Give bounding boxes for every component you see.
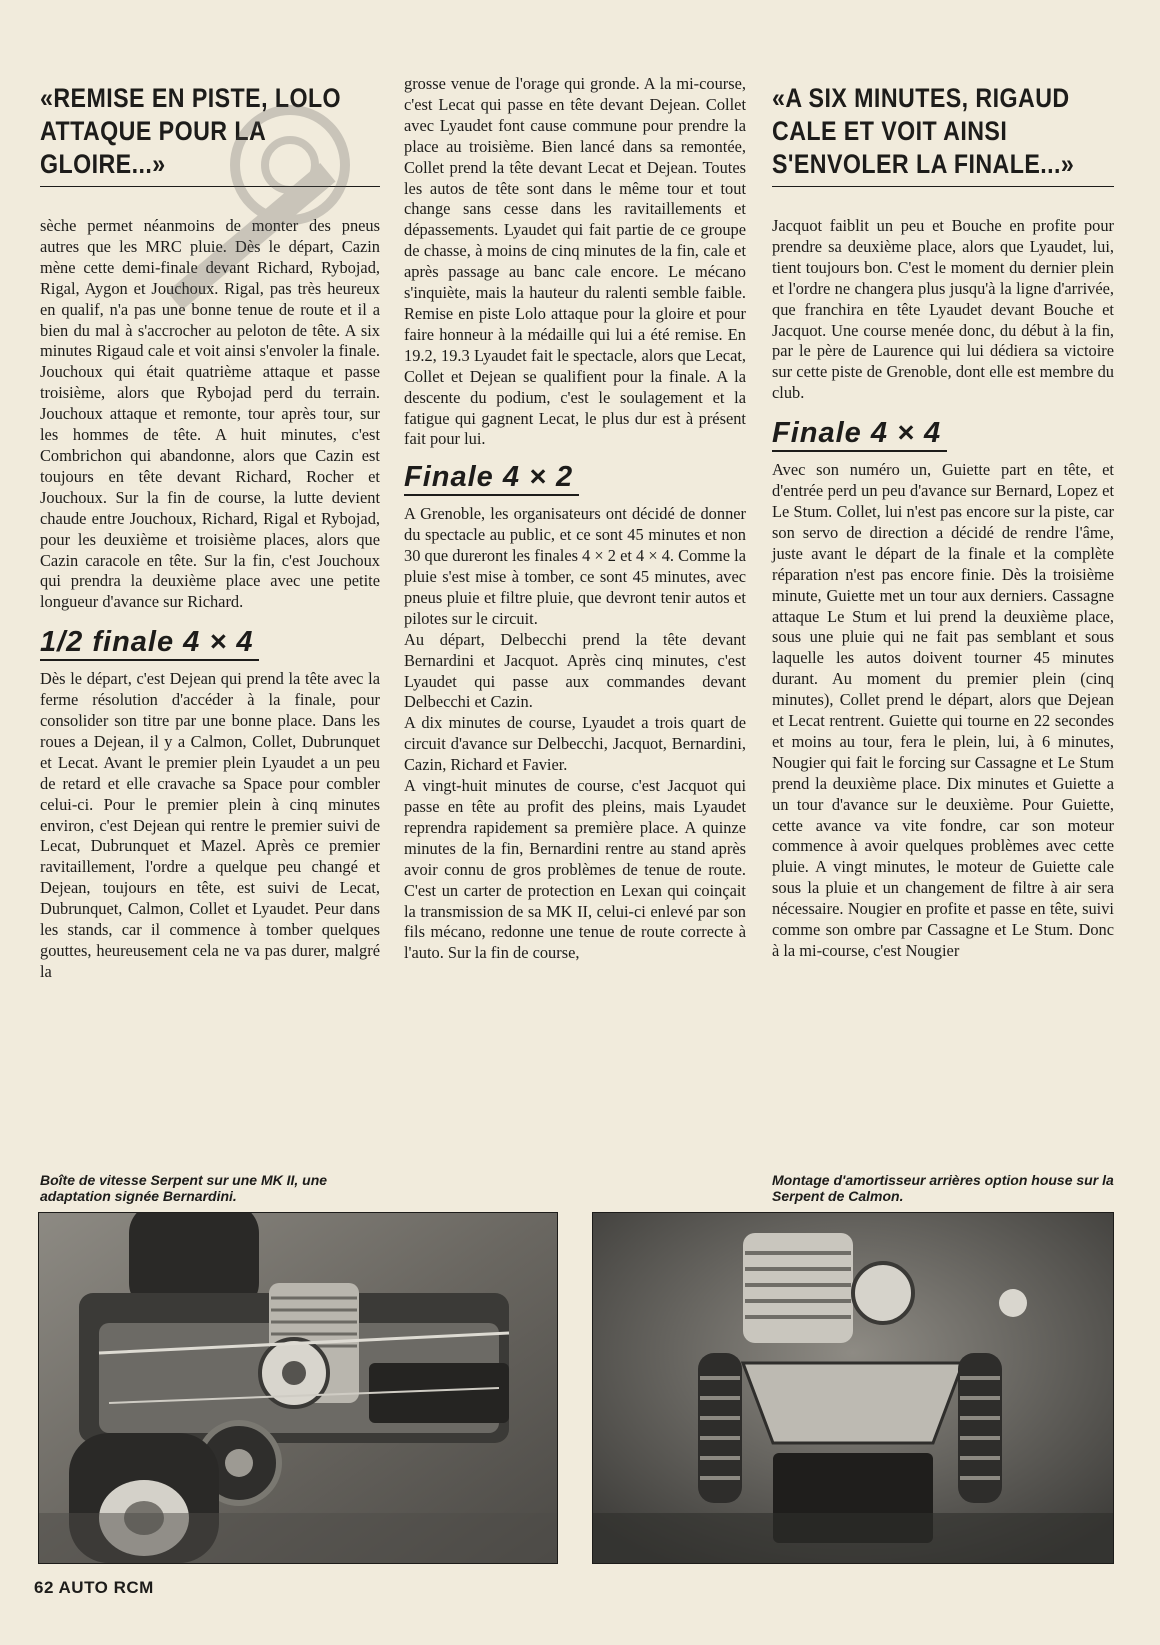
paragraph: A dix minutes de course, Lyaudet a trois quart de circuit d'avance sur Delbecchi, Jacquot, Bernardini, Cazin, Richard et Favier. — [404, 713, 746, 775]
section-heading-finale-4x4: Finale 4 × 4 — [772, 416, 947, 452]
photo-shock-mount-serpent — [592, 1212, 1114, 1564]
photo-caption-left: Boîte de vitesse Serpent sur une MK II, une adaptation signée Bernardini. — [40, 1172, 328, 1204]
paragraph: Au départ, Delbecchi prend la tête devant Bernardini et Jacquot. Après cinq minutes, c'est Lyaudet qui passe aux commandes devant Delbecchi et Cazin. — [404, 629, 746, 712]
column-1-body — [40, 216, 380, 983]
paragraph: A vingt-huit minutes de course, c'est Jacquot qui passe en tête au profit des pleins, mais Lyaudet reprendra rapidement sa première place. A quinze minutes de la fin, Bernardini rentre au stand après avoir connu de gros problèmes de tenue de route. C'est un carter de protection en Lexan qui coinçait la transmission de sa MK II, celui-ci enlevé par son fils mécano, redonne une tenue de route correcte à l'auto. Sur la fin de course, — [404, 776, 746, 963]
column-3-body — [772, 216, 1114, 962]
paragraph: A Grenoble, les organisateurs ont décidé de donner du spectacle au public, et ce sont 45 minutes et non 30 que dureront les finales 4 × 2 et 4 × 4. Comme la pluie s'est mise à tomber, ce sont 45 minutes, avec pneus pluie et filtre pluie, que devront tenir autos et pilotes sur le circuit. — [404, 504, 746, 628]
photo-shock-illustration — [593, 1213, 1113, 1563]
pullquote-1-block — [40, 82, 380, 187]
pullquote-2-block — [772, 82, 1114, 187]
paragraph: Avec son numéro un, Guiette part en tête, et d'entrée perd un peu d'avance sur Bernard, Lopez et Le Stum. Collet, lui n'est pas encore sur la piste, car son servo de direction a décidé de rendre l'âme, juste avant le départ de la finale et la complète réparation n'est pas encore finie. Dès la troisième minute, Guiette met un tour aux derniers. Cassagne attaque Le Stum et lui prend la deuxième place, sous une pluie qui ne fait pas semblant et sous laquelle les autos doivent tourner 45 minutes durant. Au moment du premier plein (cinq minutes), Collet prend le départ, alors que Dejean et Lecat rentrent. Guiette qui tourne en 22 secondes et moins au tour, fera le plein, lui, à 6 minutes, Nougier qui fait le forcing sur Cassagne et Le Stum prend la deuxième place. Dix minutes et Guiette a un tour d'avance sur le deuxième. Pour Guiette, cette avance va vite fondre, car son moteur commence à avoir quelques problèmes avec cette pluie. A vingt minutes, le moteur de Guiette cale sous la pluie et un changement de filtre à air sera nécessaire. Nougier en profite et passe en tête, suivi comme son ombre par Cassagne et Le Stum. Donc à la mi-course, c'est Nougier — [772, 460, 1114, 960]
paragraph: Dès le départ, c'est Dejean qui prend la tête avec la ferme résolution d'accéder à la finale, pour consolider son titre par une bonne place. Dans les roues a Dejean, il y a Calmon, Collet, Dubrunquet et Lecat. Avant le premier plein Lyaudet a un peu de retard et elle cravache sa Space pour combler celui-ci. Pour le premier plein à cinq minutes environ, c'est Dejean qui rentre le premier suivi de Lecat, Dubrunquet et Mazel. Après ce premier ravitaillement, l'ordre a quelque peu changé et Dejean, toujours en tête, est suivi de Lecat, Dubrunquet, Calmon, Collet et Lyaudet. Peur dans les stands, car il commence à tomber quelques gouttes, heureusement cela ne va pas durer, malgré la — [40, 669, 380, 981]
pullquote-2-rule — [772, 186, 1114, 187]
magazine-name: AUTO RCM — [58, 1578, 154, 1597]
column-2-body — [404, 74, 746, 964]
pullquote-1-rule — [40, 186, 380, 187]
pullquote-1: «REMISE EN PISTE, LOLO ATTAQUE POUR LA GLOIRE...» — [40, 83, 342, 179]
section-heading-finale-4x2: Finale 4 × 2 — [404, 460, 579, 496]
photo-gearbox-illustration — [39, 1213, 557, 1563]
page-number: 62 — [34, 1578, 54, 1597]
section-heading-half-finale-4x4: 1/2 finale 4 × 4 — [40, 625, 259, 661]
paragraph: sèche permet néanmoins de monter des pneus autres que les MRC pluie. Dès le départ, Cazin mène cette demi-finale devant Richard, Rybojad, Rigal, Aygon et Jouchoux. Rigal, pas très heureux en qualif, n'a pas une bonne tenue de route et il a bien du mal à s'accrocher au peloton de tête. A six minutes Rigaud cale et voit ainsi s'envoler la finale. Jouchoux qui était quatrième attaque et passe troisième, alors que Rybojad perd du terrain. Jouchoux attaque et remonte, tour après tour, sur les hommes de tête. A huit minutes, c'est Combrichon qui abandonne, alors que Cazin est toujours en tête devant Richard, Rocher et Jouchoux. Sur la fin de course, la lutte devient chaude entre Jouchoux, Richard, Rigal et Rybojad, pour les deuxième et troisième places, alors que Cazin caracole en tête. Sur la fin, c'est Jouchoux qui prendra la deuxième place avec une petite longueur d'avance sur Richard. — [40, 216, 380, 612]
photo-gearbox-mk2 — [38, 1212, 558, 1564]
photo-caption-right: Montage d'amortisseur arrières option house sur la Serpent de Calmon. — [772, 1172, 1114, 1204]
paragraph: Jacquot faiblit un peu et Bouche en profite pour prendre sa deuxième place, alors que Lyaudet, lui, tient toujours bon. C'est le moment du dernier plein et l'ordre ne changera plus jusqu'à la ligne d'arrivée, que franchira en tête Lyaudet devant Bouche et Jacquot. Une course menée donc, du début à la fin, par le père de Laurence qui lui dédiera sa victoire sur cette piste de Grenoble, dont elle est membre du club. — [772, 216, 1114, 403]
paragraph: grosse venue de l'orage qui gronde. A la mi-course, c'est Lecat qui passe en tête devant Dejean. Collet avec Lyaudet font cause commune pour prendre la place au troisième. Bien lancé dans sa remontée, Collet prend la tête devant Lecat et Dejean. Toutes les autos de tête sont dans le même tour et tout change sans cesse dans les ravitaillements et dépassements. Lyaudet qui fait partie de ce groupe de chasse, à moins de cinq minutes de la fin, cale et après passage au banc cale encore. Le mécano s'inquiète, mais la hauteur du ralenti semble faible. Remise en piste Lolo attaque pour la gloire et pour faire honneur à la médaille qui lui a été remise. En 19.2, 19.3 Lyaudet fait le spectacle, alors que Lecat, Collet et Dejean se qualifient pour la finale. A la descente du podium, c'est le soulagement et la fatigue qui gagnent Lecat, le plus dur est à présent fait pour lui. — [404, 74, 746, 449]
pullquote-2: «A SIX MINUTES, RIGAUD CALE ET VOIT AINSI S'ENVOLER LA FINALE...» — [772, 83, 1075, 179]
page-footer — [34, 1578, 154, 1598]
